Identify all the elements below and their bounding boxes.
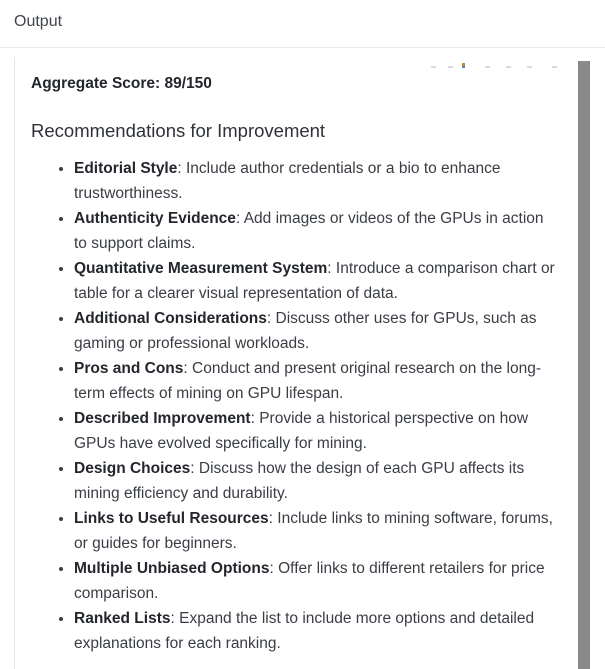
list-item bbox=[74, 306, 556, 356]
list-item bbox=[74, 356, 556, 406]
term-separator: : bbox=[327, 260, 336, 277]
list-item bbox=[74, 606, 556, 656]
recommendation-term: Editorial Style bbox=[74, 160, 178, 177]
list-item bbox=[74, 456, 556, 506]
recommendations-title: Recommendations for Improvement bbox=[31, 120, 326, 141]
divider bbox=[0, 47, 605, 48]
remnant-dash bbox=[506, 66, 511, 68]
recommendation-term: Design Choices bbox=[74, 460, 191, 477]
recommendation-term: Additional Considerations bbox=[74, 310, 267, 327]
term-separator: : bbox=[268, 510, 278, 527]
recommendation-term: Pros and Cons bbox=[74, 360, 184, 377]
recommendation-text: Provide a historical perspective on how GPUs have evolved specifically for mining. bbox=[74, 410, 529, 452]
term-separator: : bbox=[250, 410, 260, 427]
term-separator: : bbox=[190, 460, 199, 477]
list-item bbox=[74, 506, 556, 556]
list-item bbox=[74, 206, 556, 256]
list-item bbox=[74, 406, 556, 456]
term-separator: : bbox=[183, 360, 193, 377]
term-separator: : bbox=[269, 560, 279, 577]
recommendation-text: Add images or videos of the GPUs in action to support claims. bbox=[74, 210, 544, 252]
list-item bbox=[74, 556, 556, 606]
recommendation-term: Links to Useful Resources bbox=[74, 510, 269, 527]
remnant-dash bbox=[431, 66, 436, 68]
term-separator: : bbox=[266, 310, 276, 327]
output-label: Output bbox=[14, 13, 63, 30]
recommendation-text: Include author credentials or a bio to enhance trustworthiness. bbox=[74, 160, 501, 202]
list-item bbox=[74, 256, 556, 306]
recommendation-text: Include links to mining software, forums, or guides for beginners. bbox=[74, 510, 553, 552]
recommendation-term: Described Improvement bbox=[74, 410, 251, 427]
recommendation-term: Multiple Unbiased Options bbox=[74, 560, 270, 577]
aggregate-score: Aggregate Score: 89/150 bbox=[31, 75, 212, 92]
recommendations-list bbox=[31, 156, 556, 656]
remnant-dash bbox=[552, 66, 557, 68]
remnant-dash bbox=[448, 66, 453, 68]
output-scroll-region[interactable] bbox=[14, 57, 590, 669]
recommendation-text: Expand the list to include more options and detailed explanations for each ranking. bbox=[74, 610, 535, 652]
recommendation-text: Introduce a comparison chart or table for a clearer visual representation of data. bbox=[74, 260, 555, 302]
scrollbar-thumb[interactable] bbox=[578, 61, 590, 669]
recommendation-term: Quantitative Measurement System bbox=[74, 260, 328, 277]
remnant-dash bbox=[527, 66, 532, 68]
clipped-scrolled-text-remnant bbox=[431, 62, 557, 68]
recommendation-text: Discuss other uses for GPUs, such as gaming or professional workloads. bbox=[74, 310, 537, 352]
remnant-colored-tick bbox=[462, 63, 465, 68]
recommendation-term: Authenticity Evidence bbox=[74, 210, 236, 227]
recommendation-text: Discuss how the design of each GPU affects its mining efficiency and durability. bbox=[74, 460, 525, 502]
recommendation-term: Ranked Lists bbox=[74, 610, 171, 627]
recommendation-text: Offer links to different retailers for price comparison. bbox=[74, 560, 545, 602]
remnant-dash bbox=[485, 66, 490, 68]
recommendation-text: Conduct and present original research on the long-term effects of mining on GPU lifespan. bbox=[74, 360, 541, 402]
term-separator: : bbox=[235, 210, 244, 227]
list-item bbox=[74, 156, 556, 206]
term-separator: : bbox=[170, 610, 180, 627]
term-separator: : bbox=[177, 160, 186, 177]
